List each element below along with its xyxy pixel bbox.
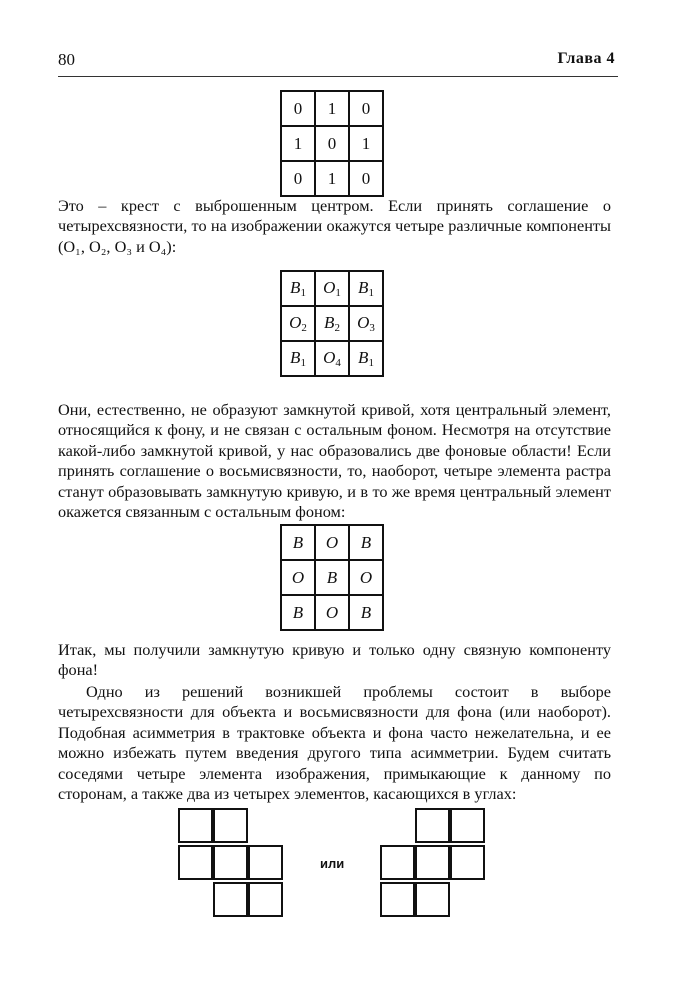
shape-cell bbox=[415, 845, 450, 880]
paragraph-conclusion: Итак, мы получили замкнутую кривую и только одну связную компоненту фона! bbox=[58, 640, 611, 680]
grid-cell: 1 bbox=[281, 126, 315, 161]
neighborhood-shape-left bbox=[178, 808, 286, 918]
shape-cell bbox=[178, 845, 213, 880]
grid-cell: B1 bbox=[349, 271, 383, 306]
page-header bbox=[58, 50, 615, 72]
grid-cell: 0 bbox=[281, 161, 315, 196]
grid-cell: 1 bbox=[315, 91, 349, 126]
shape-cell bbox=[380, 882, 415, 917]
grid-cell: B bbox=[315, 560, 349, 595]
grid-cell: B1 bbox=[281, 271, 315, 306]
shape-cell bbox=[415, 882, 450, 917]
grid-cell: O4 bbox=[315, 341, 349, 376]
grid-cell: B bbox=[281, 525, 315, 560]
shape-cell bbox=[213, 845, 248, 880]
grid-cell: 0 bbox=[315, 126, 349, 161]
grid-cell: O3 bbox=[349, 306, 383, 341]
chapter-title: Глава 4 bbox=[557, 50, 615, 67]
shape-cell bbox=[248, 882, 283, 917]
grid-cell: O bbox=[315, 595, 349, 630]
background-grid bbox=[280, 524, 384, 631]
component-grid bbox=[280, 270, 384, 377]
grid-cell: B1 bbox=[349, 341, 383, 376]
paragraph-cross: Это – крест с выброшенным центром. Если принять соглашение о четырехсвязности, то на изображении окажутся четыре различные компоненты (O₁, O₂, O₃ и O₄): bbox=[58, 196, 611, 256]
grid-cell: B1 bbox=[281, 341, 315, 376]
shape-cell bbox=[213, 882, 248, 917]
connector-word: или bbox=[320, 856, 345, 871]
grid-cell: B bbox=[349, 525, 383, 560]
grid-cell: 1 bbox=[315, 161, 349, 196]
shape-cell bbox=[248, 845, 283, 880]
shape-cell bbox=[450, 808, 485, 843]
grid-cell: O bbox=[349, 560, 383, 595]
grid-cell: B2 bbox=[315, 306, 349, 341]
grid-cell: B bbox=[349, 595, 383, 630]
shape-cell bbox=[450, 845, 485, 880]
grid-cell: 1 bbox=[349, 126, 383, 161]
shape-cell bbox=[178, 808, 213, 843]
grid-cell: O1 bbox=[315, 271, 349, 306]
grid-cell: 0 bbox=[281, 91, 315, 126]
page-number: 80 bbox=[58, 50, 75, 69]
grid-cell: O bbox=[281, 560, 315, 595]
grid-cell: B bbox=[281, 595, 315, 630]
grid-cell: 0 bbox=[349, 91, 383, 126]
grid-cell: O2 bbox=[281, 306, 315, 341]
header-rule bbox=[58, 76, 618, 77]
grid-cell: O bbox=[315, 525, 349, 560]
paragraph-solution: Одно из решений возникшей проблемы состоит в выборе четырехсвязности для объекта и восьмисвязности для фона (или наоборот). Подобная асимметрия в трактовке объекта и фона часто нежелательна, и ее можно избежать путем введения другого типа асимметрии. Будем считать соседями четыре элемента изображения, примыкающие к данному по сторонам, а также два из четырех элементов, касающихся в углах: bbox=[58, 682, 611, 804]
binary-grid bbox=[280, 90, 384, 197]
neighborhood-shape-right bbox=[380, 808, 488, 918]
paragraph-components: Они, естественно, не образуют замкнутой кривой, хотя центральный элемент, относящийся к фону, и не связан с остальным фоном. Несмотря на отсутствие какой-либо замкнутой кривой, у нас образовались две фоновые области! Если принять соглашение о восьмисвязности, то, наоборот, четыре элемента растра станут образовывать замкнутую кривую, и в то же время центральный элемент окажется связанным с остальным фоном: bbox=[58, 400, 611, 522]
shape-cell bbox=[380, 845, 415, 880]
shape-cell bbox=[213, 808, 248, 843]
shape-cell bbox=[415, 808, 450, 843]
grid-cell: 0 bbox=[349, 161, 383, 196]
